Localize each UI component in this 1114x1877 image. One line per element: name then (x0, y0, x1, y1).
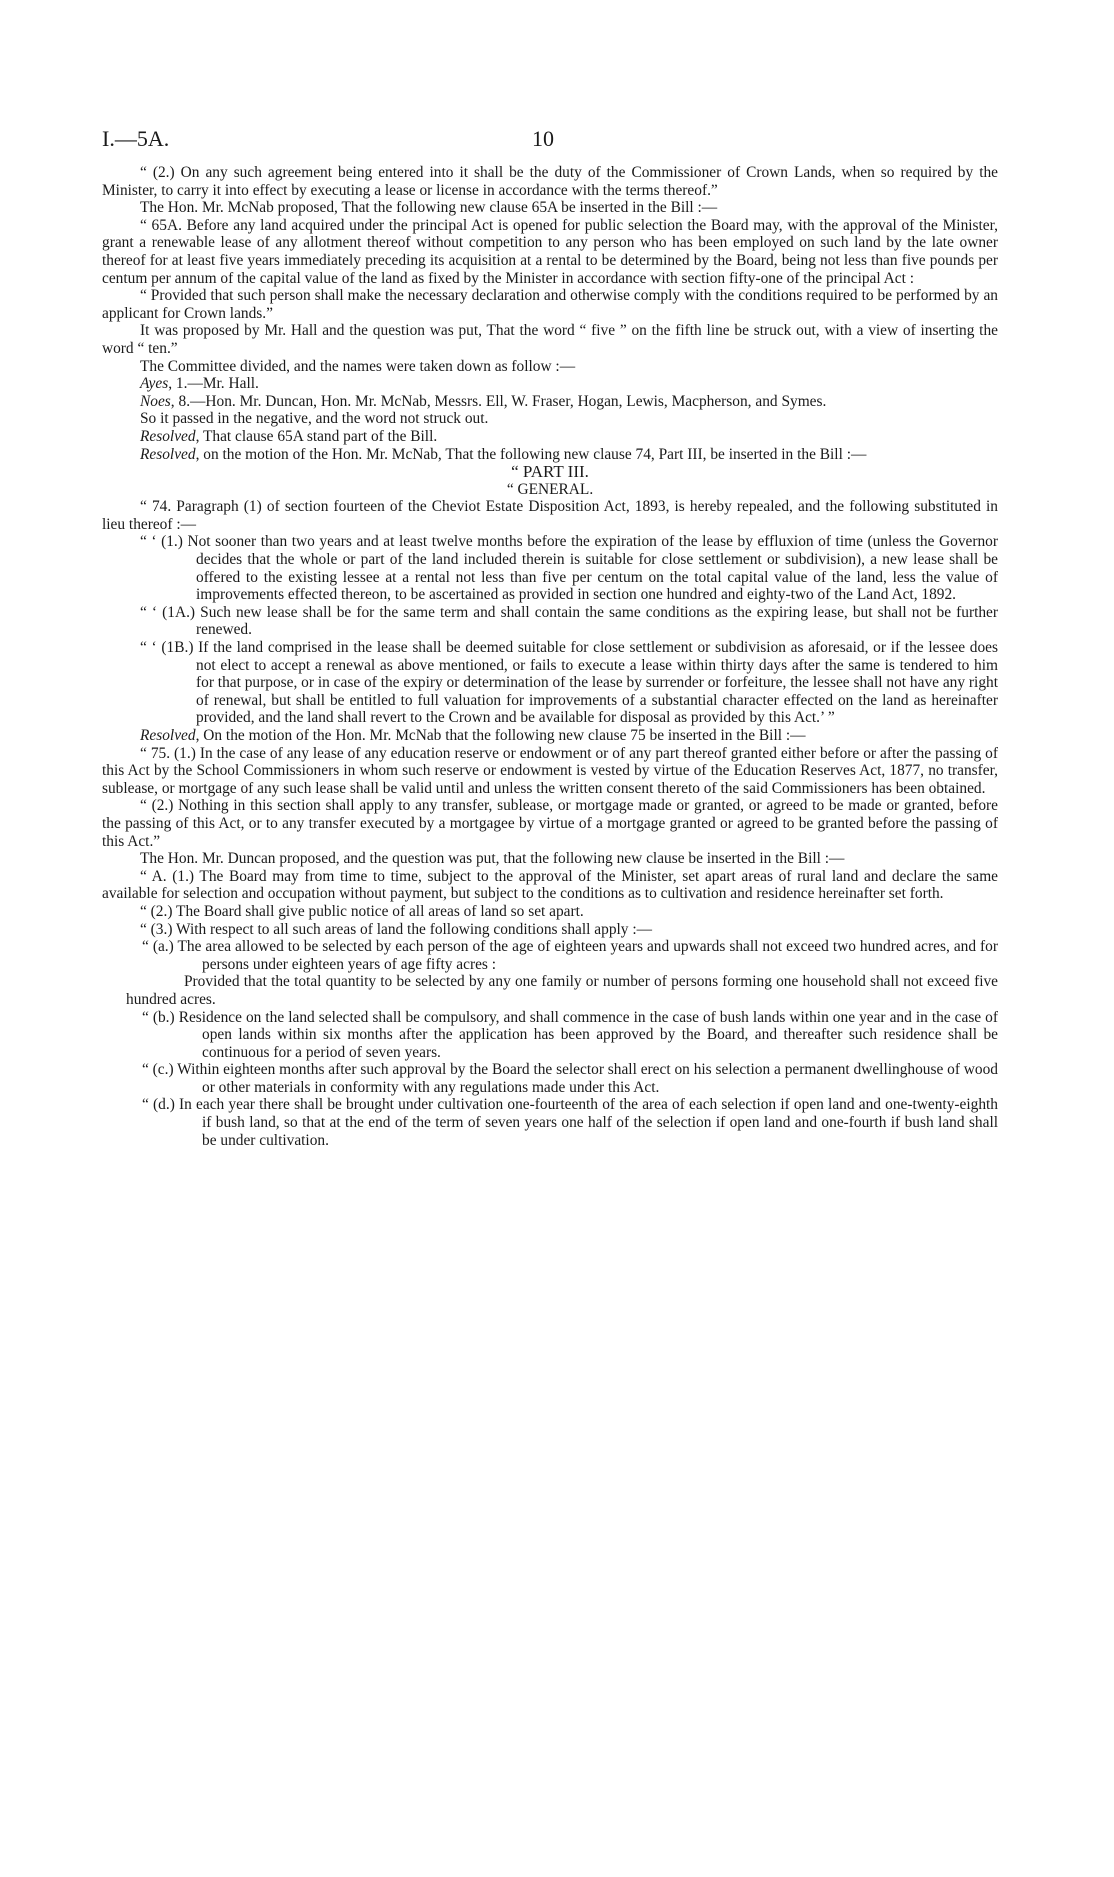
document-page (102, 126, 998, 1149)
subclause: “ (c.) Within eighteen months after such approval by the Board the selector shall erect on his selection a permanent dwellinghouse of wood or other materials in conformity with any regulations made under this Act. (142, 1061, 999, 1096)
paragraph: “ 75. (1.) In the case of any lease of any education reserve or endowment or of any part thereof granted either before or after the passing of this Act by the School Commissioners in whom such reserve or endowment is vested by virtue of the Education Reserves Act, 1877, no transfer, sublease, or mortgage of any such lease shall be valid until and unless the written consent thereto of the said Commissioners has been obtained. (102, 744, 998, 797)
page-header (102, 126, 998, 156)
part-heading: “ PART III. (511, 462, 589, 482)
subclause: “ ‘ (1A.) Such new lease shall be for the same term and shall contain the same conditions as the expiring lease, but shall not be further renewed. (140, 603, 998, 639)
paragraph: Resolved, On the motion of the Hon. Mr. McNab that the following new clause 75 be inserted in the Bill :— (140, 727, 806, 744)
paragraph: The Committee divided, and the names were taken down as follow :— (140, 357, 576, 375)
paragraph: “ A. (1.) The Board may from time to time, subject to the approval of the Minister, set apart areas of rural land and declare the same available for selection and occupation without payment, but subject to the conditions as to cultivation and residence hereinafter set forth. (102, 867, 998, 903)
paragraph: “ (2.) Nothing in this section shall apply to any transfer, sublease, or mortgage made or granted, or agreed to be made or granted, before the passing of this Act, or to any transfer executed by a mortgagee by virtue of a mortgage granted or agreed to be granted before the passing of this Act.” (102, 797, 998, 850)
paragraph: So it passed in the negative, and the word not struck out. (140, 410, 489, 428)
paragraph: “ (3.) With respect to all such areas of land the following conditions shall apply :— (140, 920, 652, 938)
subclause: “ ‘ (1B.) If the land comprised in the lease shall be deemed suitable for close settlement or subdivision as aforesaid, or if the lessee does not elect to accept a renewal as above mentioned, or fails to execute a lease within thirty days after the same is tendered to him for that purpose, or in case of the expiry or determination of the lease by surrender or forfeiture, the lessee shall not have any right of renewal, but shall be entitled to full valuation for improvements of a substantial character effected on the land as hereinafter provided, and the land shall revert to the Crown and be available for disposal as provided by this Act.’ ” (140, 639, 998, 727)
subclause: “ (b.) Residence on the land selected shall be compulsory, and shall commence in the case of bush lands within one year and in the case of open lands within six months after the application has been approved by the Board, and thereafter such residence shall be continuous for a period of seven years. (142, 1008, 998, 1061)
paragraph: The Hon. Mr. McNab proposed, That the following new clause 65A be inserted in the Bill :— (140, 199, 718, 217)
paragraph: Noes, 8.—Hon. Mr. Duncan, Hon. Mr. McNab, Messrs. Ell, W. Fraser, Hogan, Lewis, Macpherson, and Symes. (140, 392, 827, 410)
document-body (102, 164, 998, 1149)
paragraph: The Hon. Mr. Duncan proposed, and the question was put, that the following new clause be inserted in the Bill :— (140, 850, 845, 868)
paragraph: “ Provided that such person shall make the necessary declaration and otherwise comply with the conditions required to be performed by an applicant for Crown lands.” (102, 287, 998, 322)
proviso: Provided that the total quantity to be selected by any one family or number of persons forming one household shall not exceed five hundred acres. (126, 973, 998, 1008)
paragraph: Ayes, 1.—Mr. Hall. (140, 375, 259, 393)
paragraph: “ (2.) The Board shall give public notice of all areas of land so set apart. (140, 902, 584, 920)
document-reference: I.—5A. (102, 126, 170, 151)
paragraph: “ 65A. Before any land acquired under the principal Act is opened for public selection the Board may, with the approval of the Minister, grant a renewable lease of any allotment thereof without competition to any person who has been employed on such land by the late owner thereof for at least five years immediately preceding its acquisition at a rental to be determined by the Board, being not less than five pounds per centum per annum of the capital value of the land as fixed by the Minister in accordance with section fifty-one of the principal Act : (102, 216, 998, 287)
paragraph: Resolved, on the motion of the Hon. Mr. McNab, That the following new clause 74, Part III, be inserted in the Bill :— (140, 445, 867, 463)
paragraph: “ 74. Paragraph (1) of section fourteen of the Cheviot Estate Disposition Act, 1893, is hereby repealed, and the following substituted in lieu thereof :— (102, 498, 998, 533)
section-heading: “ GENERAL. (506, 480, 594, 498)
subclause: “ (d.) In each year there shall be brought under cultivation one-fourteenth of the area of each selection if open land and one-twenty-eighth if bush land, so that at the end of the term of seven years one half of the selection if open land and one-fourth if bush land shall be under cultivation. (142, 1096, 998, 1149)
paragraph: It was proposed by Mr. Hall and the question was put, That the word “ five ” on the fifth line be struck out, with a view of inserting the word “ ten.” (102, 322, 998, 357)
subclause: “ (a.) The area allowed to be selected by each person of the age of eighteen years and upwards shall not exceed two hundred acres, and for persons under eighteen years of age fifty acres : (142, 938, 998, 973)
paragraph: “ (2.) On any such agreement being entered into it shall be the duty of the Commissioner of Crown Lands, when so required by the Minister, to carry it into effect by executing a lease or license in accordance with the terms thereof.” (102, 164, 998, 199)
page-number: 10 (532, 126, 554, 151)
paragraph: Resolved, That clause 65A stand part of the Bill. (140, 427, 438, 445)
subclause: “ ‘ (1.) Not sooner than two years and at least twelve months before the expiration of the lease by effluxion of time (unless the Governor decides that the whole or part of the land included therein is suitable for close settlement or subdivision), a new lease shall be offered to the existing lessee at a rental not less than five per centum on the total capital value of the land, less the value of improvements effected thereon, to be ascertained as provided in section one hundred and eighty-two of the Land Act, 1892. (140, 533, 998, 604)
